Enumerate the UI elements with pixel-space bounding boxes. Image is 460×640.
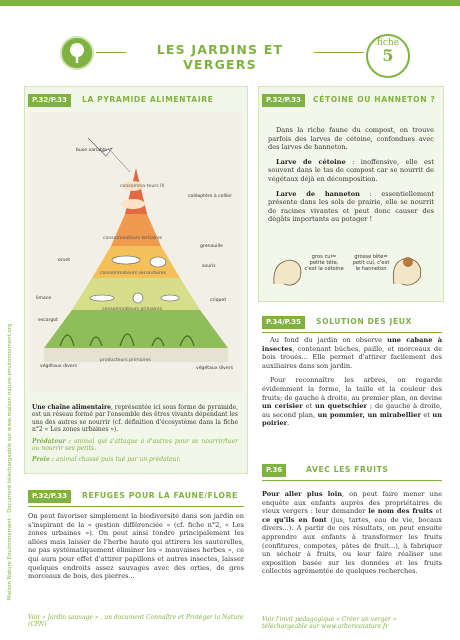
jeux-badge: P.34/P.35 (262, 316, 305, 329)
criquet-drawing (161, 295, 179, 301)
cetoine-intro: Dans la riche faune du compost, on trouve parfois des larves de cétoine, confondues avec des larves de hanneton. (268, 126, 434, 152)
jeux-p1-bold: une cabane à insectes (262, 336, 442, 353)
fruits-a: , on peut faire mener une enquête aux enfants auprès des propriétaires de vieux vergers : leur demander (262, 490, 443, 516)
page-title: LES JARDINS ET VERGERS (156, 42, 284, 72)
cetoine-label: Larve de cétoine (276, 157, 346, 166)
label-souris: souris (202, 264, 216, 269)
caption-bold: Une chaîne alimentaire (32, 404, 111, 411)
jeux-title: SOLUTION DES JEUX (316, 317, 412, 326)
hanneton-desc: : essentiellement présente dans les sols de prairie, elle se nourrit de racines vivantes et peut donc causer des dégâts importants au potager ! (268, 189, 434, 224)
fruits-text (262, 490, 442, 582)
refuges-title: REFUGES POUR LA FAUNE/FLORE (82, 491, 238, 500)
food-pyramid-figure (30, 112, 242, 392)
proie-label: Proie : (32, 456, 55, 464)
limace-drawing (90, 295, 114, 301)
label-coleoptere: coléoptère à collier (188, 194, 233, 199)
orvet-drawing (112, 256, 140, 264)
jeux-pommier: un pommier, un mirabellier (317, 410, 421, 419)
title-rule-left (96, 52, 126, 53)
fiche-label: fiche (376, 38, 400, 48)
fruits-bold1: Pour aller plus loin (262, 490, 342, 498)
fruits-bold2: le nom des fruits (368, 507, 433, 516)
label-limace: limace (36, 296, 52, 301)
jeux-p2-f: . (287, 419, 290, 428)
escargot-drawing (133, 293, 143, 303)
souris-drawing (150, 257, 166, 267)
top-bar (0, 0, 460, 6)
label-vegetaux-right: végétaux divers (196, 366, 234, 371)
fiche-number: 5 (382, 46, 394, 65)
jeux-p2-e: et (420, 410, 433, 419)
refuges-badge: P.32/P.33 (28, 490, 71, 503)
cetoine-title: CÉTOINE OU HANNETON ? (313, 95, 436, 104)
jeux-p2-c: et (302, 402, 316, 411)
fruits-b: et (432, 507, 442, 516)
cetoine-text (268, 126, 434, 230)
label-criquet: criquet (210, 298, 227, 303)
hanneton-head-icon (403, 257, 413, 267)
refuges-text: On peut favoriser simplement la biodiversité dans son jardin en s'inspirant de la « gestion différenciée » (cf. fiche n°2, « Les zones urbaines »). On peut ainsi tondre principalement les allées mais laisser de l'herbe haute qui attirera les sauterelles, ne pas systématiquement éliminer les « mauvaises herbes », ce qui aura pour effet d'attirer papillons et autres insectes, laisser quelques endroits assez sauvages avec des orties, de gros morceaux de bois, des pierres... (28, 512, 244, 581)
refuges-note: Voir « Jardin sauvage » , un document Connaître et Protéger la Nature (CPN) (28, 614, 244, 629)
label-escargot: escargot (38, 318, 58, 323)
vertical-credit: Maison Nature Environnement - Document téléchargeable sur www.maison-nature-environnement.org (7, 323, 13, 600)
label-grenouille: grenouille (200, 244, 223, 249)
jeux-p1-a: Au fond du jardin on observe (270, 336, 388, 344)
pyramid-caption (32, 404, 238, 464)
fruits-title: AVEC LES FRUITS (306, 465, 389, 474)
caption-text: , représentée ici sous forme de pyramide, est un réseau formé par l'ensemble des êtres vivants dépendant les uns des autres se nourrir (cf. définition d'écosystème dans la fiche n°2 « Les zones urbaines »). (32, 404, 238, 434)
tier-tertiary-label: consommateurs tertiaires (103, 236, 163, 241)
hanneton-label: Larve de hanneton (276, 189, 360, 198)
tier-primary-label: consommateurs primaires (102, 307, 163, 312)
jeux-p2-a: Pour reconnaître les arbres, on regarde évidemment la forme, la taille et la couleur des fruits; de gauche à droite, au premier plan, on devine (262, 376, 442, 402)
predateur-text: animal qui s'attaque à d'autres pour se nourrir/tuer ou nourrir ses petits. (32, 437, 238, 453)
fruits-note: Voir l'invit pédagogique « Créer un verger » téléchargeable sur www.arboresnature.fr (262, 616, 397, 631)
proie-text: animal chassé puis tué par un prédateur. (54, 456, 181, 464)
hw-hanneton: grosse tête= petit cul, c'est le hanneton (352, 254, 390, 272)
refuges-rule (28, 506, 244, 507)
jeux-p1-b: , contenant bûches, paille, et morceaux de bois troués... Elle permet d'attirer facilement des auxiliaires dans son jardin. (262, 344, 442, 370)
tier-producers-label: producteurs primaires (100, 358, 151, 363)
coleoptere-drawing-2 (121, 199, 145, 209)
hw-cetoine: gros cul= petite tête, c'est la cétoine (304, 254, 344, 272)
title-rule-right (314, 52, 364, 53)
fruits-bold3: ce qu'ils en font (262, 515, 327, 524)
label-buse: buse variable (76, 148, 108, 153)
jeux-quetschier: un quetschier (315, 402, 368, 411)
fruits-c: (jus, tartes, eau de vie, bocaux divers...). A partir de ces résultats, on peut ensuite apprendre aux enfants à transformer les fruits (confitures, compotes, pâtes de fruit...), à fabriquer un séchoir à fruits, ou leur faire réaliser une exposition basée sur les données et les fruits collectés agrémentée de quelques recherches. (262, 515, 442, 576)
pyramid-title: LA PYRAMIDE ALIMENTAIRE (82, 95, 214, 104)
cetoine-larva-icon (274, 260, 301, 285)
jeux-text (262, 336, 442, 434)
tier-top-label: consomma-teurs III (120, 184, 165, 189)
fruits-rule (262, 480, 442, 481)
tree-logo (60, 36, 94, 70)
cetoine-desc: : inoffensive, elle est souvent dans le tas de compost car se nourrit de végétaux déjà en décomposition. (268, 157, 434, 183)
fruits-badge: P.36 (262, 464, 286, 477)
predateur-label: Prédateur : (32, 437, 71, 445)
fiche-badge (366, 34, 410, 78)
cetoine-badge: P.32/P.33 (262, 94, 305, 107)
pyramid-badge: P.32/P.33 (28, 94, 71, 107)
jeux-p2-d: ; de gauche à droite, au second plan, (262, 402, 442, 419)
tier-secondary-label: consommateurs secondaires (100, 271, 166, 276)
jeux-cerisier: un cerisier (262, 402, 303, 411)
jeux-poirier: un poirier (262, 410, 442, 428)
label-vegetaux-left: végétaux divers (40, 364, 78, 369)
tree-icon (67, 42, 87, 64)
tier-producers (44, 310, 228, 348)
label-orvet: orvet (58, 258, 71, 263)
jeux-rule (262, 332, 442, 333)
